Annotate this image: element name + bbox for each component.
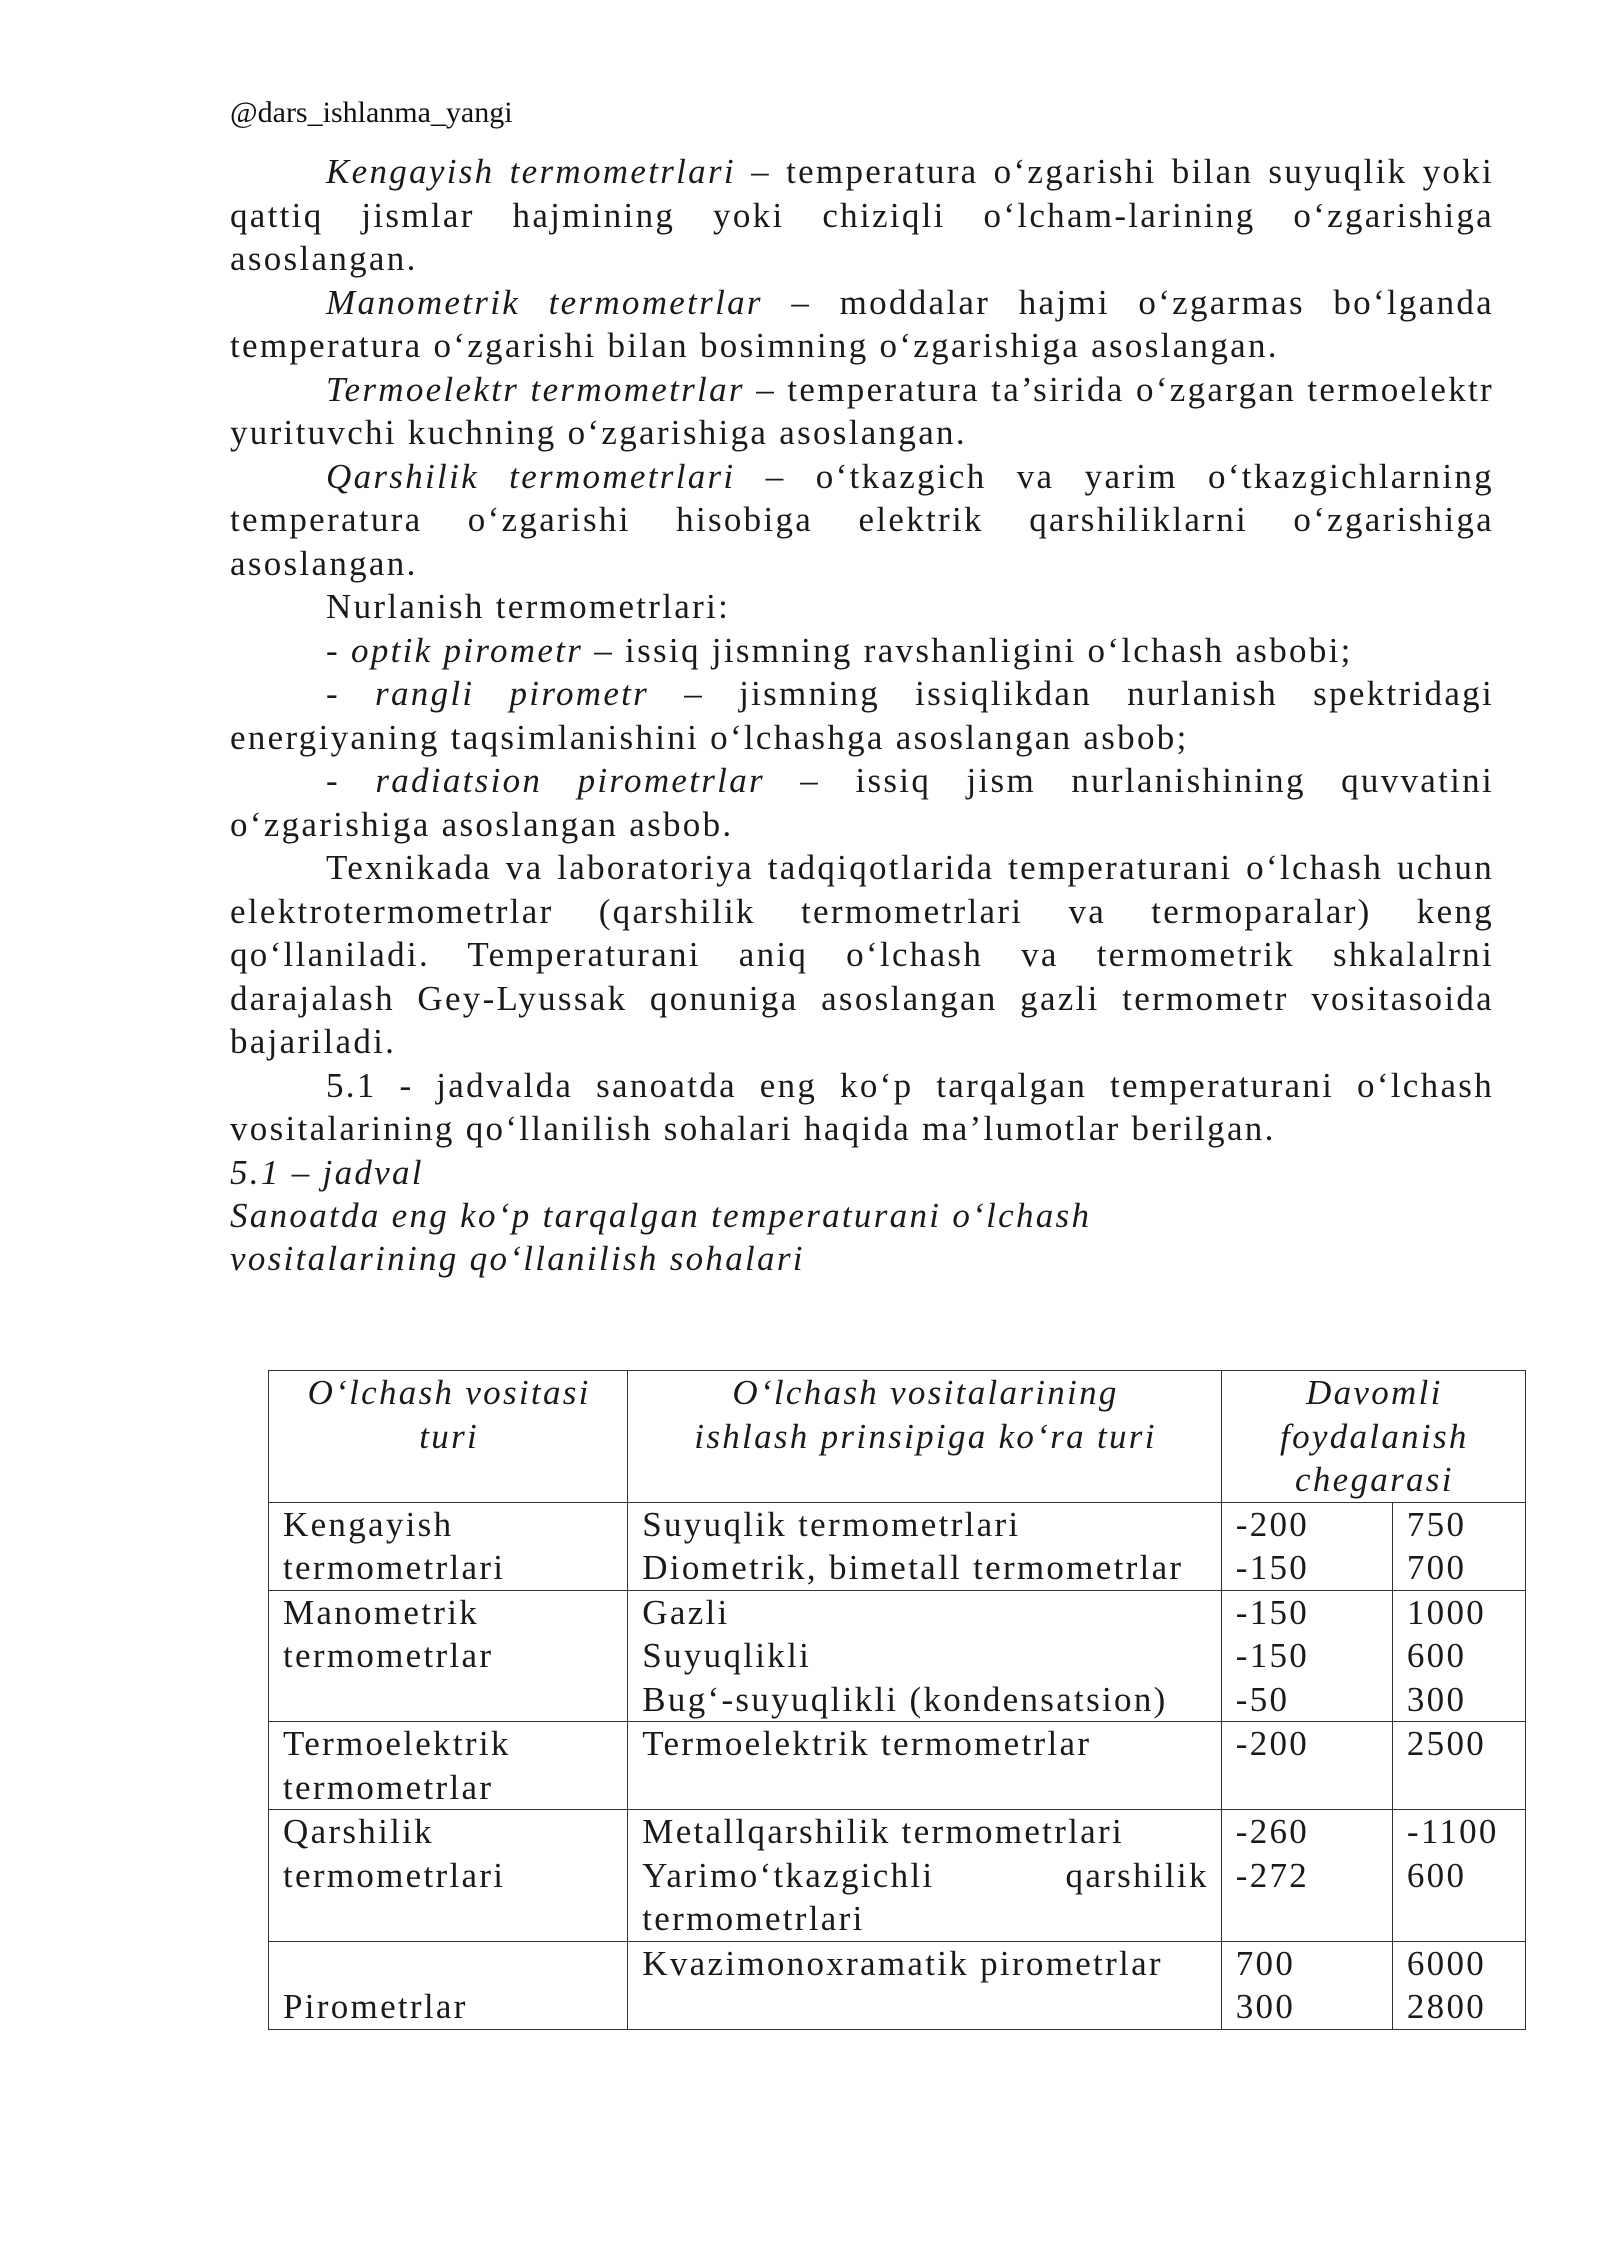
header-text: turi [419,1416,480,1456]
cell-kinds [628,1810,1221,1942]
cell-kinds [628,1941,1221,2029]
cell-type [269,1810,628,1942]
table-title-line: Sanoatda eng ko‘p tarqalgan temperaturani o‘lchash [230,1196,1092,1235]
cell-text: -50 [1235,1679,1290,1719]
table-row [269,1502,1526,1590]
cell-text: -1100 [1406,1812,1499,1851]
cell-text: Termoelektrik termometrlar [642,1724,1092,1763]
measurement-table [268,1370,1526,2030]
cell-min [1221,1502,1392,1590]
cell-text: -200 [1235,1724,1310,1763]
term: rangli pirometr [375,674,650,713]
cell-text: Diometrik, bimetall termometrlar [642,1548,1184,1587]
table-row [269,1810,1526,1942]
cell-text: 2500 [1406,1724,1487,1763]
table-row [269,1722,1526,1810]
bullet: - [326,630,352,670]
cell-max [1392,1941,1525,2029]
cell-max [1392,1590,1525,1722]
term: radiatsion pirometrlar [375,761,765,800]
cell-min [1221,1590,1392,1722]
term: optik pirometr [351,630,584,670]
bullet: - [326,761,376,800]
cell-text: Bug‘-suyuqlikli (kondensatsion) [642,1679,1168,1719]
paragraph-expansion-thermometers [230,150,1494,281]
header-principle-type [628,1371,1221,1503]
cell-text: Manometrik [283,1592,480,1632]
cell-text: 1000 [1406,1592,1487,1632]
cell-text: Suyuqlik termometrlari [642,1504,1021,1544]
radiation-item-color [230,672,1494,759]
header-text: O‘lchash vositalarining [732,1373,1119,1412]
cell-text: Gazli [642,1592,730,1632]
table-number: 5.1 – jadval [230,1152,424,1192]
header-text: ishlash prinsipiga ko‘ra turi [694,1416,1157,1456]
cell-max [1392,1722,1525,1810]
cell-min [1221,1941,1392,2029]
definition: – temperatura ta’sirida o‘zgargan termoelektr yurituvchi kuchning o‘zgarishiga asoslangan. [230,369,1494,452]
table-title [230,1194,1494,1280]
header-instrument-type [269,1371,628,1503]
cell-text: 700 [1406,1548,1467,1587]
bullet: - [326,674,376,713]
definition: – o‘tkazgich va yarim o‘tkazgichlarning temperatura o‘zgarishi hisobiga elektrik qarshiliklarni o‘zgarishiga asoslangan. [230,456,1494,583]
cell-max [1392,1502,1525,1590]
definition: – jismning issiqlikdan nurlanish spektridagi energiyaning taqsimlanishini o‘lchashga asoslangan asbob; [230,674,1494,757]
paragraph-table-reference: 5.1 - jadvalda sanoatda eng ko‘p tarqalgan temperaturani o‘lchash vositalarining qo‘llanilish sohalari haqida ma’lumotlar berilgan. [230,1065,1494,1148]
cell-text: 2800 [1406,1987,1487,2026]
cell-text: Termoelektrik [283,1724,511,1763]
definition: – issiq jismning ravshanligini o‘lchash asbobi; [583,630,1353,670]
cell-text: 600 [1406,1855,1467,1895]
cell-text: -150 [1235,1548,1310,1587]
header-usage-limit [1221,1371,1525,1503]
header-text: chegarasi [1295,1460,1454,1499]
cell-text: 600 [1406,1636,1467,1675]
cell-text: Qarshilik [283,1812,434,1851]
term: Termoelektr termometrlar [326,369,745,409]
channel-watermark: @dars_ishlanma_yangi [230,96,513,129]
term: Kengayish termometrlari [326,152,736,191]
paragraph-thermoelectric-thermometers [230,368,1494,455]
cell-text: -260 [1235,1812,1310,1851]
cell-kinds [628,1722,1221,1810]
cell-text: termometrlar [283,1767,494,1807]
cell-text: termometrlari [283,1548,506,1587]
definition: – temperatura o‘zgarishi bilan suyuqlik yoki qattiq jismlar hajmining yoki chiziqli o‘lcham-larining o‘zgarishiga asoslangan. [230,152,1494,278]
cell-text: Yarimo‘tkazgichli qarshilik termometrlari [642,1855,1209,1938]
paragraph-manometric-thermometers [230,281,1494,368]
term: Qarshilik termometrlari [326,456,736,496]
cell-text: Pirometrlar [283,1987,468,2026]
header-text: Davomli [1306,1373,1443,1412]
header-text: O‘lchash vositasi [307,1373,591,1412]
table-header-row [269,1371,1526,1503]
document-body [230,150,1494,1280]
cell-text: 750 [1406,1504,1467,1544]
header-text: foydalanish [1280,1416,1469,1456]
table-row [269,1590,1526,1722]
cell-text: -150 [1235,1636,1310,1675]
cell-type [269,1722,628,1810]
cell-type [269,1590,628,1722]
cell-text: termometrlari [283,1855,506,1895]
definition: – issiq jism nurlanishining quvvatini o‘zgarishiga asoslangan asbob. [230,761,1495,844]
table-title-line: vositalarining qo‘llanilish sohalari [230,1239,805,1278]
radiation-heading: Nurlanish termometrlari: [326,587,731,626]
cell-type [269,1502,628,1590]
radiation-item-radiation [230,759,1494,846]
cell-text: -150 [1235,1592,1310,1632]
cell-text: Suyuqlikli [642,1636,812,1675]
cell-min [1221,1722,1392,1810]
cell-text: 300 [1406,1679,1467,1719]
cell-text: Kvazimonoxramatik pirometrlar [642,1943,1163,1983]
paragraph-technical-use: Texnikada va laboratoriya tadqiqotlarida temperaturani o‘lchash uchun elektrotermometrlar (qarshilik termometrlari va termoparalar) keng qo‘llaniladi. Temperaturani aniq o‘lchash va termometrik shkalalrni darajalash Gey-Lyussak qonuniga asoslangan gazli termometr vositasoida bajariladi. [230,848,1494,1061]
cell-text: termometrlar [283,1636,494,1675]
cell-kinds [628,1590,1221,1722]
cell-text: 6000 [1406,1943,1487,1983]
radiation-item-optical [230,629,1494,673]
cell-text: -272 [1235,1855,1310,1895]
cell-text: Metallqarshilik termometrlari [642,1812,1124,1851]
cell-text: 300 [1235,1987,1296,2026]
cell-text: 700 [1235,1943,1296,1983]
cell-text: -200 [1235,1504,1310,1544]
cell-text: Kengayish [283,1504,454,1544]
term: Manometrik termometrlar [326,282,763,322]
cell-type [269,1941,628,2029]
cell-kinds [628,1502,1221,1590]
table-row [269,1941,1526,2029]
cell-min [1221,1810,1392,1942]
definition: – moddalar hajmi o‘zgarmas bo‘lganda temperatura o‘zgarishi bilan bosimning o‘zgarishiga asoslangan. [230,282,1495,365]
cell-max [1392,1810,1525,1942]
paragraph-resistance-thermometers [230,455,1494,586]
